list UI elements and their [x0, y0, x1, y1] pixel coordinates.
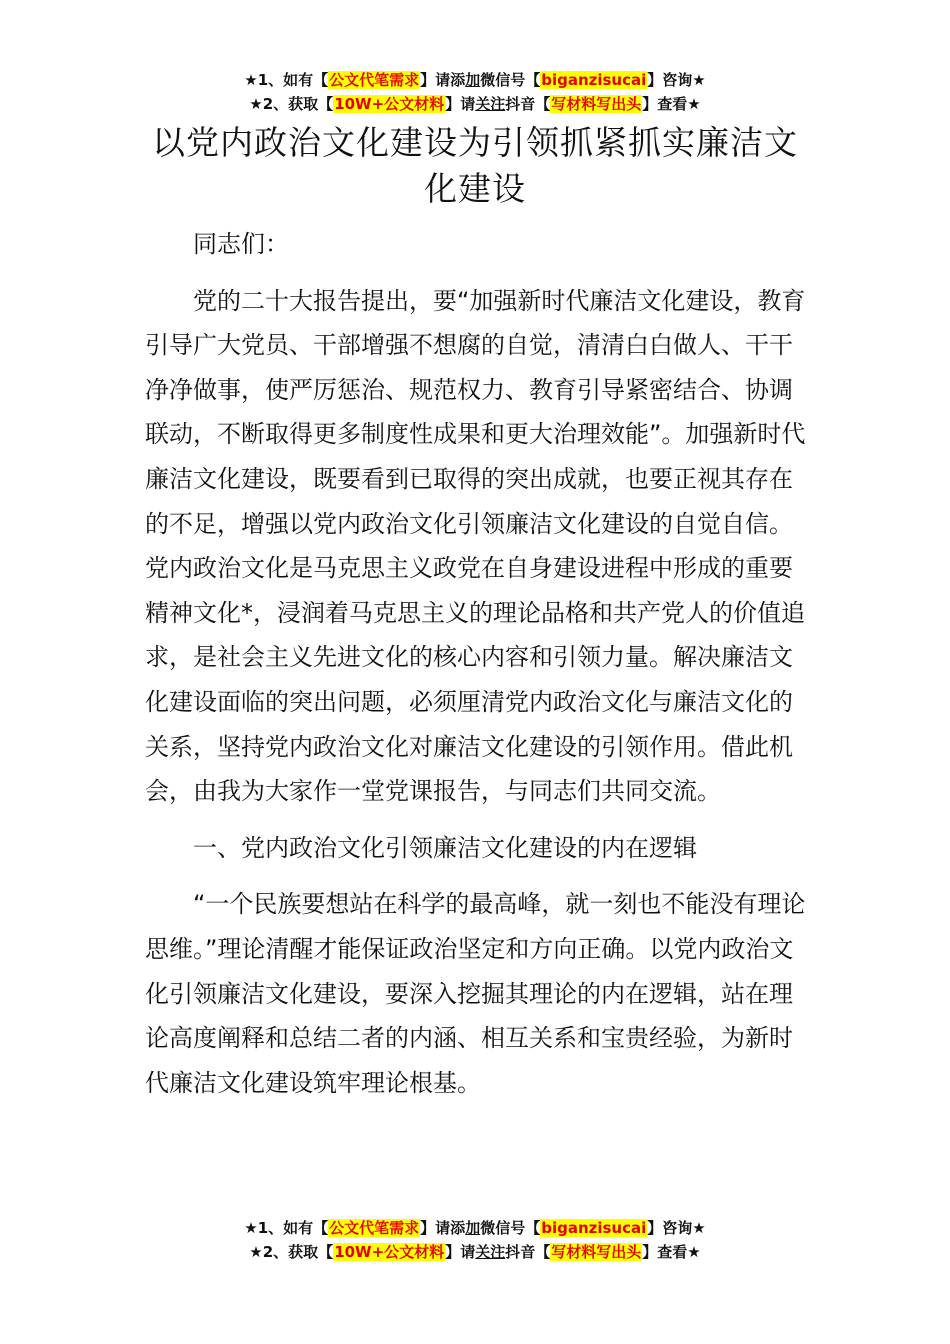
promo-line-1 [0, 68, 950, 92]
paragraph-1: 党的二十大报告提出，要“加强新时代廉洁文化建设，教育引导广大党员、干部增强不想腐的自觉，清清白白做人、干干净净做事，使严厉惩治、规范权力、教育引导紧密结合、协调联动，不断取得更多制度性成果和更大治理效能”。加强新时代廉洁文化建设，既要看到已取得的突出成就，也要正视其存在的不足，增强以党内政治文化引领廉洁文化建设的自觉自信。党内政治文化是马克思主义政党在自身建设进程中形成的重要精神文化*，浸润着马克思主义的理论品格和共产党人的价值追求，是社会主义先进文化的核心内容和引领力量。解决廉洁文化建设面临的突出问题，必须厘清党内政治文化与廉洁文化的关系，坚持党内政治文化对廉洁文化建设的引领作用。借此机会，由我为大家作一堂党课报告，与同志们共同交流。 [145, 286, 806, 806]
promo-highlight: biganzisucai [541, 71, 647, 89]
promo-underlined-text: 加 [465, 71, 481, 89]
promo-text: 抖音【 [505, 1243, 551, 1261]
promo-highlight: 10W+公文材料 [334, 95, 445, 113]
promo-text: 】请 [445, 1243, 476, 1261]
promo-underlined-text: 关注 [475, 95, 506, 113]
footer-promo-banner [0, 1216, 950, 1264]
promo-highlight: 写材料写出头 [551, 95, 642, 113]
promo-highlight: 公文代笔需求 [329, 71, 420, 89]
promo-text: 】咨询★ [647, 1219, 706, 1237]
promo-text: 】请 [445, 95, 476, 113]
header-promo-banner [0, 68, 950, 116]
promo-text: ★2、获取【 [249, 1243, 334, 1261]
promo-text: 】请添 [420, 71, 466, 89]
promo-text: 】查看★ [642, 1243, 701, 1261]
document-body [145, 222, 810, 1117]
promo-highlight: 写材料写出头 [551, 1243, 642, 1261]
promo-line-2 [0, 92, 950, 116]
promo-text: 微信号【 [480, 71, 541, 89]
promo-text: 微信号【 [480, 1219, 541, 1237]
document-title: 以党内政治文化建设为引领抓紧抓实廉洁文化建设 [152, 123, 798, 208]
promo-text: ★2、获取【 [249, 95, 334, 113]
promo-underlined-text: 加 [465, 1219, 481, 1237]
promo-highlight: biganzisucai [541, 1219, 647, 1237]
promo-underlined-text: 关注 [475, 1243, 506, 1261]
promo-line-1 [0, 1216, 950, 1240]
promo-text: ★1、如有【 [244, 1219, 329, 1237]
promo-text: 】请添 [420, 1219, 466, 1237]
promo-line-2 [0, 1240, 950, 1264]
promo-text: 抖音【 [505, 95, 551, 113]
paragraph-2: “一个民族要想站在科学的最高峰，就一刻也不能没有理论思维。”理论清醒才能保证政治坚定和方向正确。以党内政治文化引领廉洁文化建设，要深入挖掘其理论的内在逻辑，站在理论高度阐释和总结二者的内涵、相互关系和宝贵经验，为新时代廉洁文化建设筑牢理论根基。 [145, 890, 806, 1097]
section-heading-1: 一、党内政治文化引领廉洁文化建设的内在逻辑 [193, 833, 697, 862]
promo-text: 】查看★ [642, 95, 701, 113]
promo-highlight: 公文代笔需求 [329, 1219, 420, 1237]
promo-text: ★1、如有【 [244, 71, 329, 89]
promo-highlight: 10W+公文材料 [334, 1243, 445, 1261]
greeting: 同志们： [193, 230, 289, 258]
promo-text: 】咨询★ [647, 71, 706, 89]
